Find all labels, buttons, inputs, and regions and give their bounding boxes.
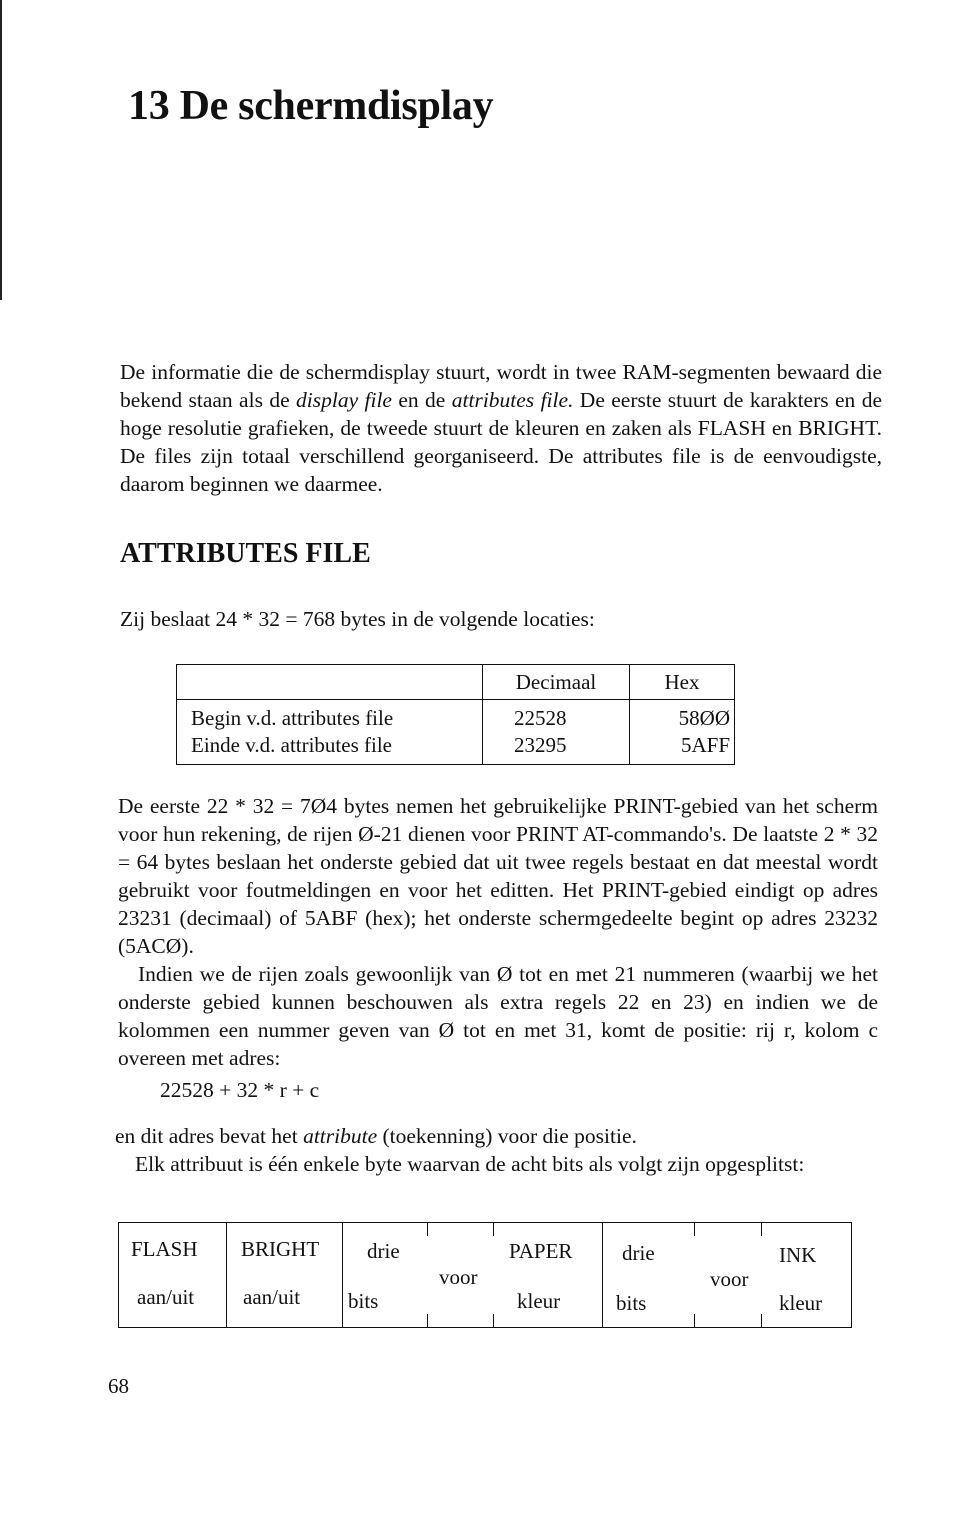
size-line: Zij beslaat 24 * 32 = 768 bytes in de volgende locaties: — [120, 607, 595, 631]
bit-tick — [427, 1223, 428, 1236]
attribute-byte-diagram — [118, 1222, 852, 1328]
table-header-row — [177, 665, 735, 700]
intro-text: en de — [391, 388, 452, 412]
ink-for-label: voor — [710, 1267, 749, 1291]
body-text — [118, 792, 878, 1072]
table-header-hex: Hex — [630, 665, 735, 700]
body-paragraph: Indien we de rijen zoals gewoonlijk van Ø tot en met 21 nummeren (waarbij we het onderste gebied kunnen beschouwen als extra regels 22 en 23) en indien we de kolommen een nummer geven van Ø tot en met 31, komt de positie: rij r, kolom c overeen met adres: — [118, 962, 878, 1070]
bit-tick — [694, 1223, 695, 1236]
ink-label: INK — [779, 1243, 817, 1267]
table-cell-labels — [177, 700, 483, 765]
intro-emphasis-attributes-file: attributes file. — [451, 388, 574, 412]
bit-tick — [694, 1314, 695, 1327]
flash-label: FLASH — [131, 1237, 198, 1261]
bit-tick — [427, 1314, 428, 1327]
body-text-span: (toekenning) voor die positie. — [377, 1124, 637, 1148]
body-paragraph: Elk attribuut is één enkele byte waarvan de acht bits als volgt zijn opgesplitst: — [135, 1152, 805, 1176]
attribute-emphasis: attribute — [303, 1124, 378, 1148]
intro-paragraph — [120, 358, 882, 498]
ink-bits-label: bits — [616, 1291, 647, 1315]
body-paragraph — [115, 1122, 877, 1150]
hex-value: 5AFF — [680, 733, 730, 757]
bit-tick — [493, 1314, 494, 1327]
ink-bits-count: drie — [622, 1241, 655, 1265]
table-row — [177, 700, 735, 765]
decimal-value: 23295 — [514, 733, 567, 757]
section-heading: ATTRIBUTES FILE — [120, 538, 371, 569]
body-text-span: en dit adres bevat het — [115, 1124, 304, 1148]
intro-text: De eerste stuurt de karakters en de hoge resolutie grafieken, de tweede stuurt de kleuren en zaken als FLASH en BRIGHT. De files zijn totaal verschillend georganiseerd. De attributes file is de eenvoudigste, daarom beginnen we daarmee. — [120, 388, 882, 496]
intro-text: De informatie die de schermdisplay stuurt, wordt in twee RAM-segmenten bewaard die bekend staan als de — [120, 360, 882, 412]
paper-bits-label: bits — [348, 1289, 379, 1313]
bright-label: BRIGHT — [241, 1237, 320, 1261]
table-cell-decimal — [483, 700, 630, 765]
bit-tick — [761, 1223, 762, 1236]
page-edge-rule — [0, 0, 2, 300]
table-header-label — [177, 665, 483, 700]
intro-emphasis-display-file: display file — [296, 388, 392, 412]
flash-state: aan/uit — [137, 1285, 195, 1309]
attribute-text — [115, 1122, 877, 1178]
location-table — [176, 664, 735, 765]
chapter-title: 13 De schermdisplay — [128, 83, 494, 129]
paper-bits-count: drie — [367, 1239, 400, 1263]
bit-tick — [493, 1223, 494, 1236]
row-label: Begin v.d. attributes file — [191, 706, 394, 730]
divider-line — [226, 1223, 227, 1327]
divider-line — [602, 1223, 603, 1327]
address-formula: 22528 + 32 * r + c — [160, 1078, 320, 1102]
bit-tick — [761, 1314, 762, 1327]
divider-line — [342, 1223, 343, 1327]
bright-state: aan/uit — [243, 1285, 301, 1309]
paper-for-label: voor — [439, 1265, 478, 1289]
decimal-value: 22528 — [514, 706, 567, 730]
body-paragraph: De eerste 22 * 32 = 7Ø4 bytes nemen het gebruikelijke PRINT-gebied van het scherm voor hun rekening, de rijen Ø-21 dienen voor PRINT AT-commando's. De laatste 2 * 32 = 64 bytes beslaan het onderste gebied dat uit twee regels bestaat en dat meestal wordt gebruikt voor foutmeldingen en voor het editten. Het PRINT-gebied eindigt op adres 23231 (decimaal) of 5ABF (hex); het onderste schermgedeelte begint op adres 23232 (5ACØ). — [118, 794, 878, 958]
paper-label: PAPER — [509, 1239, 573, 1263]
hex-value: 58ØØ — [678, 706, 730, 730]
row-label: Einde v.d. attributes file — [191, 733, 392, 757]
table-cell-hex — [630, 700, 735, 765]
table-header-decimal: Decimaal — [483, 665, 630, 700]
paper-colour-label: kleur — [517, 1289, 561, 1313]
page-number: 68 — [108, 1374, 129, 1398]
ink-colour-label: kleur — [779, 1291, 823, 1315]
